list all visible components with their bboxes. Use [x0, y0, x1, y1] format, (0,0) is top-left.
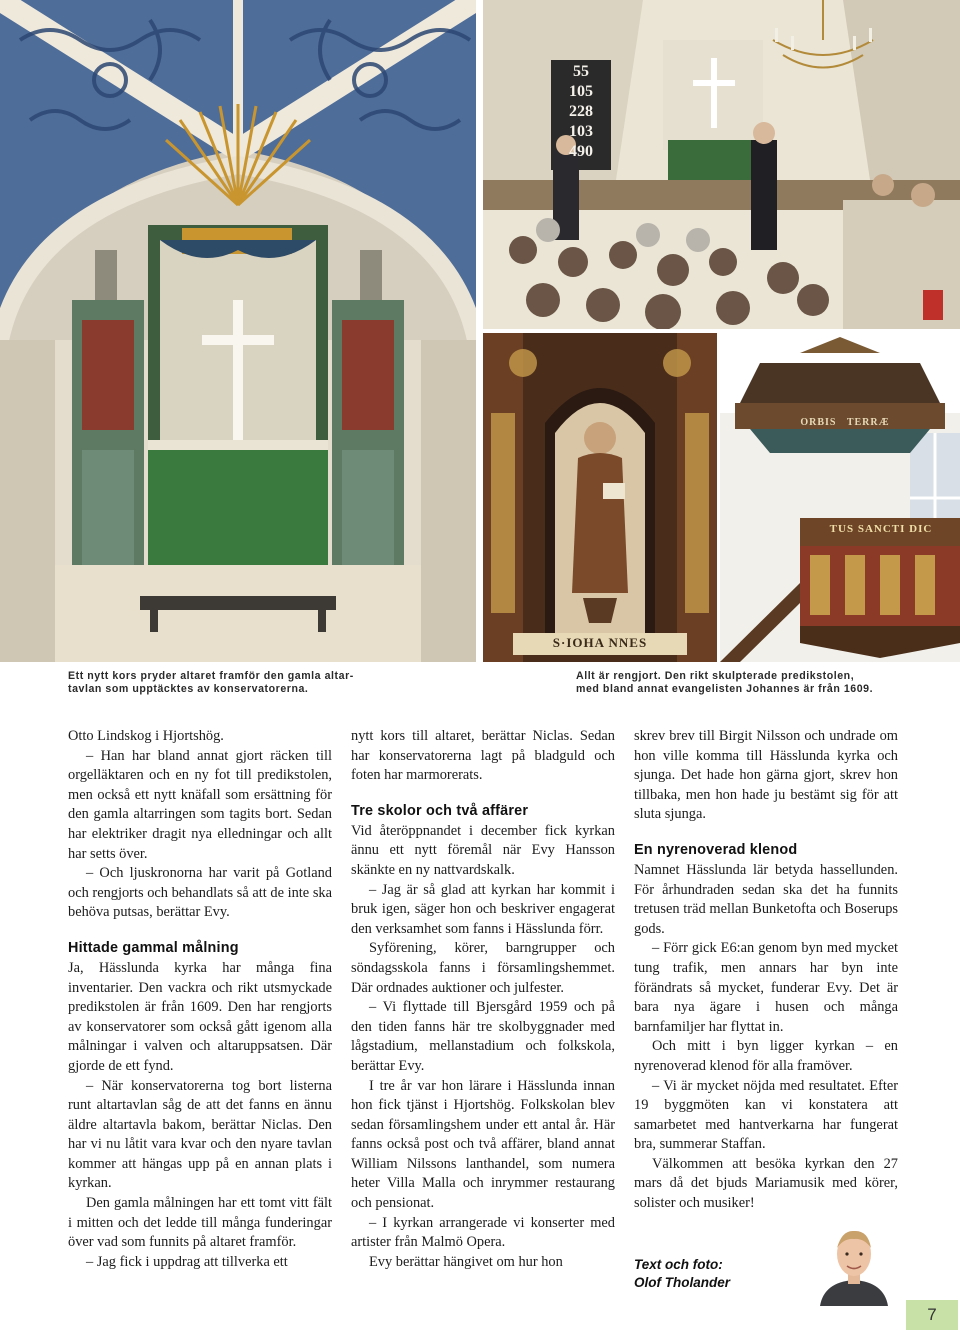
paragraph: I tre år var hon lärare i Hässlunda innan hon fick tjänst i Hjortshög. Folkskolan blev sedan församlingshem under ett antal år. Här fanns också post och två affärer, bland annat William Nilssons lanthandel, som numera heter Villa Malla och inrymmer restaurang och pensionat.: [351, 1077, 615, 1212]
hymn-board: [555, 62, 607, 162]
paragraph: – Förr gick E6:an genom byn med mycket tung trafik, men annars har byn inte förändrats så mycket, funderar Evy. Det är bara nya ägare i husen och många barnfamiljer har flyttat in.: [634, 940, 898, 1035]
statue-plaque: S·IOHA NNES: [552, 635, 648, 650]
paragraph: – Jag fick i uppdrag att tillverka ett: [86, 1253, 288, 1270]
photo-credit: [634, 1256, 730, 1292]
paragraph: Vid återöppnandet i december fick kyrkan ännu ett nytt föremål när Evy Hansson skänkte en ny nattvardskalk.: [351, 822, 615, 878]
paragraph: – När konservatorerna tog bort listerna runt altartavlan såg de att det fanns en ännu äldre altartavla bakom, berättar Niclas. Den har vi nu låtit vara kvar och den nyare tavlan kommer att hängas upp på en annan plats i kyrkan.: [68, 1077, 332, 1192]
article-column-3: [634, 727, 898, 1214]
hymn-number: 105: [569, 83, 593, 100]
caption-pulpit: [576, 670, 873, 696]
credit-line: Text och foto:: [634, 1257, 723, 1272]
paragraph: – Jag är så glad att kyrkan har kommit i bruk igen, säger hon och beskriver engagerat den verksamhet som fanns i Hässlunda förr.: [351, 881, 615, 937]
paragraph: Syförening, körer, barngrupper och söndagsskola fanns i församlingshemmet. Där ordnades auktioner och julfester.: [351, 940, 615, 996]
caption-line: tavlan som upptäcktes av konservatorerna.: [68, 683, 309, 695]
caption-line: Ett nytt kors pryder altaret framför den gamla altar-: [68, 670, 354, 682]
author-name: Olof Tholander: [634, 1275, 730, 1290]
paragraph: – I kyrkan arrangerade vi konserter med artister från Malmö Opera.: [351, 1214, 615, 1251]
subheading: En nyrenoverad klenod: [634, 841, 798, 858]
article-column-2: [351, 727, 615, 1272]
paragraph: Evy berättar hängivet om hur hon: [369, 1253, 563, 1270]
pulpit-band-text: TUS SANCTI DIC: [829, 523, 933, 535]
paragraph: Ja, Hässlunda kyrka har många fina inventarier. Den vackra och rikt utsmyckade predikstolen är från 1609. Den har rengjorts av konservatorer som också gått igenom alla målningar i valven och altaruppsatsen. Där gjorde de ett fynd.: [68, 959, 332, 1074]
page-number: 7: [906, 1300, 958, 1330]
paragraph: skrev brev till Birgit Nilsson och undrade om hon ville komma till Hässlunda kyrka och sjunga. Det hade hon gärna gjort, skrev hon tillbaka, men hon hade ju bestämt sig för att sluta sjunga.: [634, 728, 898, 823]
caption-line: med bland annat evangelisten Johannes är från 1609.: [576, 683, 874, 695]
subheading: Hittade gammal målning: [68, 939, 239, 956]
paragraph: – Vi är mycket nöjda med resultatet. Efter 19 byggmöten kan vi konstatera att samarbetet med hantverkarna har fungerat bra, summerar Staffan.: [634, 1077, 898, 1153]
concert-photo: [483, 0, 960, 329]
altar-photo: [0, 0, 476, 662]
paragraph: Och mitt i byn ligger kyrkan – en nyrenoverad klenod för alla framöver.: [634, 1038, 898, 1074]
paragraph: – Vi flyttade till Bjersgård 1959 och på den tiden fanns här tre skolbyggnader med lågstadium, mellanstadium och folkskola, berättar Evy.: [351, 999, 615, 1074]
hymn-number: 490: [569, 143, 593, 160]
hymn-number: 103: [569, 123, 593, 140]
hymn-number: 55: [573, 63, 589, 80]
paragraph: Välkommen att besöka kyrkan den 27 mars då det bjuds Mariamusik med körer, solister och musiker!: [634, 1155, 898, 1212]
paragraph: Otto Lindskog i Hjortshög.: [68, 728, 224, 744]
paragraph: – Och ljuskronorna har varit på Gotland och rengjorts och behandlats så att de inte ska behöva putsas, berättar Evy.: [68, 865, 332, 921]
hymn-number: 228: [569, 103, 593, 120]
paragraph: – Han har bland annat gjort räcken till orgelläktaren och en ny fot till predikstolen, men också ett nytt knäfall som ersättning för den gamla altarringen som tagits bort. Sedan har elektriker dragit nya elledningar och allt har setts över.: [68, 747, 332, 862]
caption-line: Allt är rengjort. Den rikt skulpterade predikstolen,: [576, 670, 855, 682]
pulpit-band-text-top: ORBIS TERRÆ: [800, 417, 890, 428]
caption-altar: [68, 670, 354, 696]
author-portrait: [812, 1222, 896, 1306]
statue-photo: [483, 333, 717, 662]
paragraph: Namnet Hässlunda lär betyda hassellunden. För århundraden sedan ska det ha funnits tretusen träd mellan Bunketofta och Boserups gods.: [634, 861, 898, 937]
article-column-1: [68, 727, 332, 1272]
paragraph: Den gamla målningen har ett tomt vitt fält i mitten och det ledde till många funderingar över vad som funnits på altaret framför.: [68, 1195, 332, 1251]
paragraph: nytt kors till altaret, berättar Niclas. Sedan har konservatorerna lagt på bladguld och foten har marmorerats.: [351, 728, 615, 784]
subheading: Tre skolor och två affärer: [351, 802, 529, 819]
pulpit-photo: [720, 333, 960, 662]
